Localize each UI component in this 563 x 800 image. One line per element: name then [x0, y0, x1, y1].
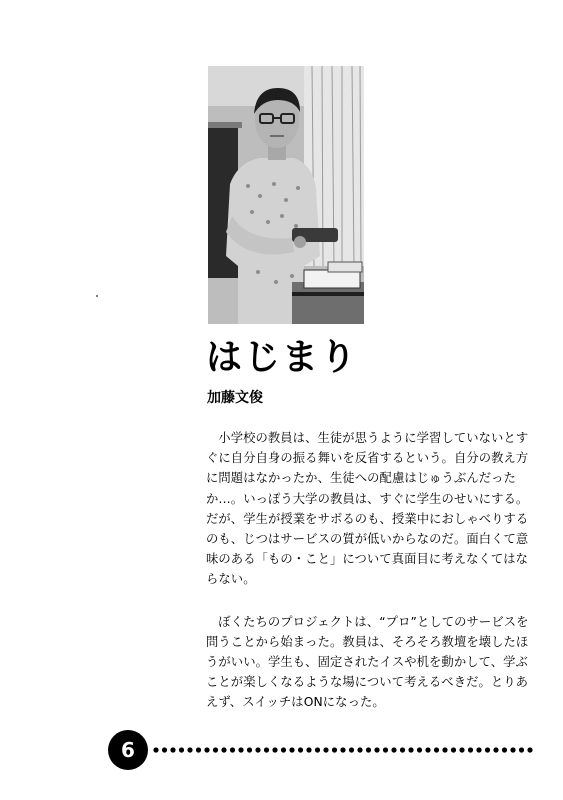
- rule-dot: [153, 747, 158, 752]
- rule-dot: [247, 747, 252, 752]
- page-title: はじまり: [206, 337, 359, 378]
- rule-dot: [196, 747, 201, 752]
- rule-dot: [187, 747, 192, 752]
- rule-dot: [459, 747, 464, 752]
- rule-dot: [383, 747, 388, 752]
- rule-dot: [408, 747, 413, 752]
- rule-dot: [315, 747, 320, 752]
- rule-dot: [221, 747, 226, 752]
- rule-dot: [468, 747, 473, 752]
- paragraph-2: ぼくたちのプロジェクトは、“プロ”としてのサービスを問うことから始まった。教員は、そろそろ教壇を壊したほうがいい。学生も、固定されたイスや机を動かして、学ぶことが楽しくなるような場について考えるべきだ。とりあえず、スイッチはONになった。: [206, 614, 529, 710]
- rule-dot: [264, 747, 269, 752]
- rule-dot: [340, 747, 345, 752]
- rule-dot: [451, 747, 456, 752]
- rule-dot: [230, 747, 235, 752]
- rule-dot: [519, 747, 524, 752]
- rule-dot: [391, 747, 396, 752]
- author-name: 加藤文俊: [207, 390, 263, 406]
- author-photo: [208, 66, 364, 324]
- rule-dot: [476, 747, 481, 752]
- rule-dot: [485, 747, 490, 752]
- rule-dot: [527, 747, 532, 752]
- rule-dot: [434, 747, 439, 752]
- rule-dot: [306, 747, 311, 752]
- rule-dot: [162, 747, 167, 752]
- rule-dot: [323, 747, 328, 752]
- rule-dot: [442, 747, 447, 752]
- rule-dot: [349, 747, 354, 752]
- rule-dot: [493, 747, 498, 752]
- rule-dot: [213, 747, 218, 752]
- rule-dot: [281, 747, 286, 752]
- rule-dot: [179, 747, 184, 752]
- dotted-rule: [152, 744, 542, 756]
- rule-dot: [400, 747, 405, 752]
- rule-dot: [417, 747, 422, 752]
- rule-dot: [204, 747, 209, 752]
- rule-dot: [298, 747, 303, 752]
- paragraph-1: 小学校の教員は、生徒が思うように学習していないとすぐに自分自身の振る舞いを反省するという。自分の教え方に問題はなかったか、生徒への配慮はじゅうぶんだったか…。いっぽう大学の教員は、すぐに学生のせいにする。だが、学生が授業をサボるのも、授業中におしゃべりするのも、じつはサービスの質が低いからなのだ。面白くて意味のある「もの・こと」について真面目に考えなくてはならない。: [206, 431, 529, 587]
- rule-dot: [425, 747, 430, 752]
- page-number-badge: 6: [108, 730, 148, 770]
- scan-speck: [96, 295, 98, 297]
- rule-dot: [374, 747, 379, 752]
- rule-dot: [510, 747, 515, 752]
- rule-dot: [289, 747, 294, 752]
- rule-dot: [272, 747, 277, 752]
- rule-dot: [357, 747, 362, 752]
- rule-dot: [366, 747, 371, 752]
- rule-dot: [170, 747, 175, 752]
- rule-dot: [332, 747, 337, 752]
- article-body: [206, 428, 536, 735]
- rule-dot: [255, 747, 260, 752]
- rule-dot: [238, 747, 243, 752]
- rule-dot: [502, 747, 507, 752]
